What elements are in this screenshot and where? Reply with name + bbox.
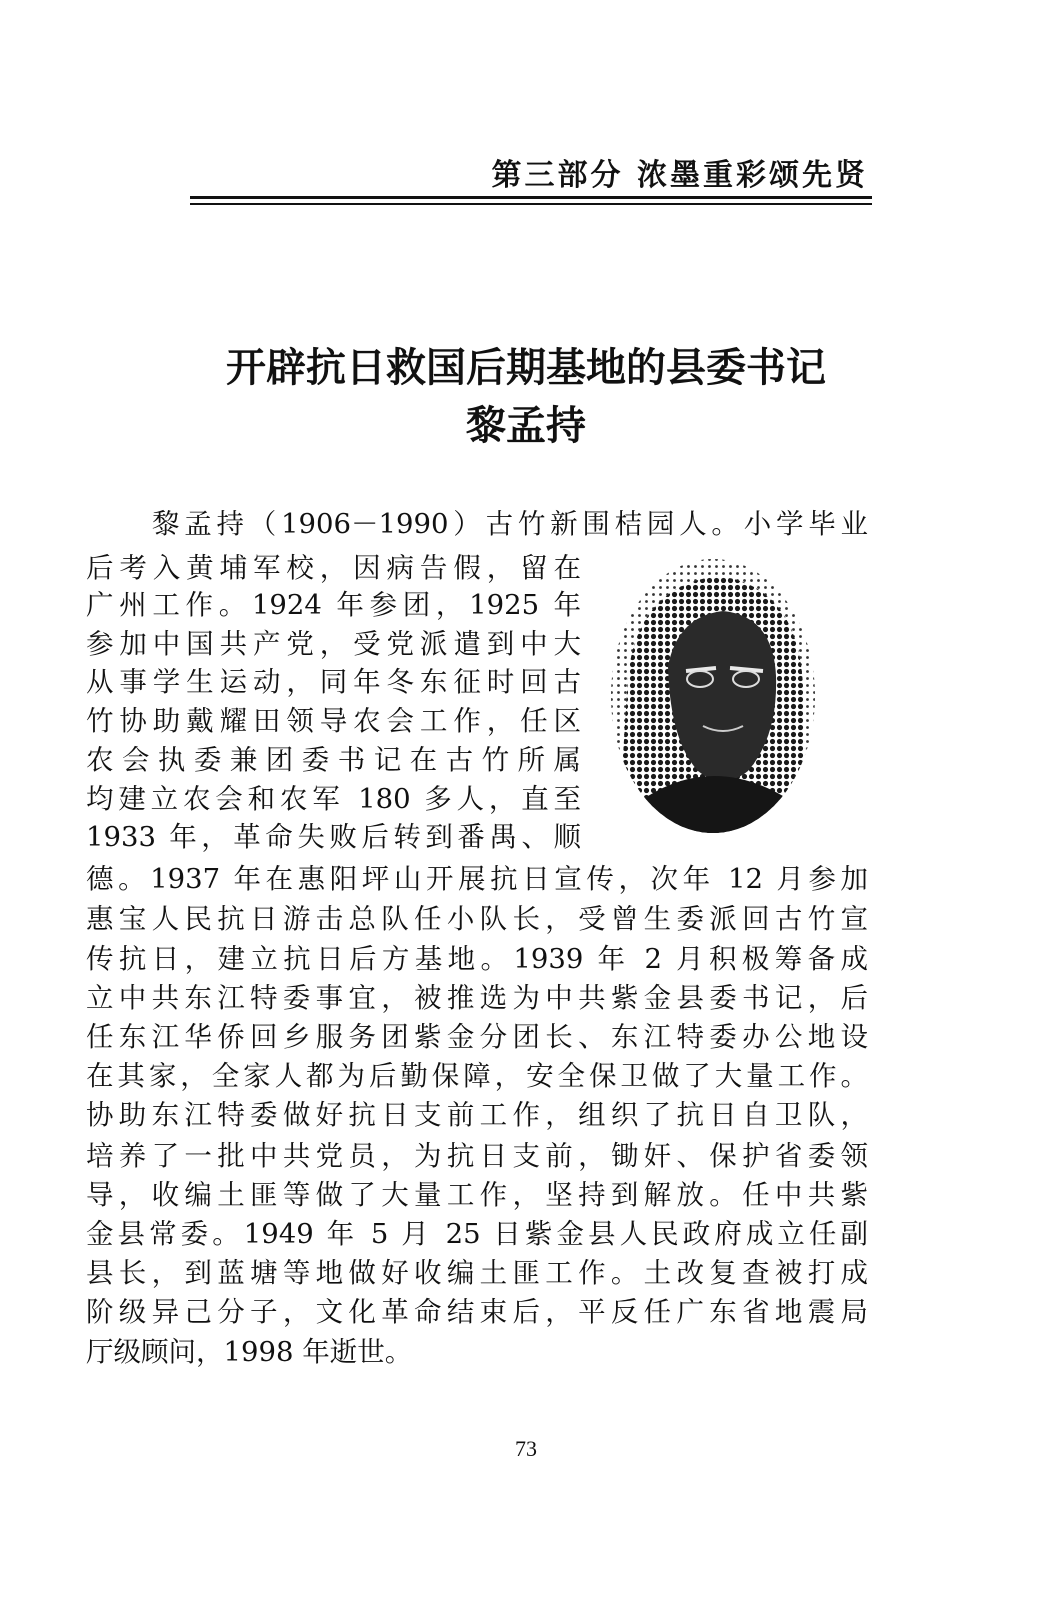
body-line: 竹协助戴耀田领导农会工作，任区 <box>86 705 581 737</box>
body-line: 阶级异己分子，文化革命结束后，平反任广东省地震局 <box>86 1296 868 1328</box>
portrait-photo <box>608 556 818 836</box>
body-line: 厅级顾问，1998 年逝世。 <box>86 1336 413 1368</box>
article-subject-name: 黎孟持 <box>466 402 586 449</box>
body-line: 金县常委。1949 年 5 月 25 日紫金县人民政府成立任副 <box>86 1218 868 1250</box>
body-line: 农会执委兼团委书记在古竹所属 <box>86 744 581 776</box>
page-number: 73 <box>515 1436 537 1461</box>
running-head: 第三部分 浓墨重彩颂先贤 <box>491 158 868 193</box>
body-line: 均建立农会和农军 180 多人，直至 <box>86 783 581 815</box>
article-title: 开辟抗日救国后期基地的县委书记 <box>226 344 826 391</box>
body-line: 从事学生运动，同年冬东征时回古 <box>86 666 581 698</box>
body-line: 导，收编土匪等做了大量工作，坚持到解放。任中共紫 <box>86 1179 868 1211</box>
body-line: 培养了一批中共党员，为抗日支前，锄奸、保护省委领 <box>86 1140 868 1172</box>
body-line: 惠宝人民抗日游击总队任小队长，受曾生委派回古竹宣 <box>86 903 868 935</box>
body-line: 1933 年，革命失败后转到番禺、顺 <box>86 821 581 853</box>
body-line: 参加中国共产党，受党派遣到中大 <box>86 628 581 660</box>
body-line: 立中共东江特委事宜，被推选为中共紫金县委书记，后 <box>86 982 868 1014</box>
header-rule-thin <box>190 203 872 205</box>
header-rule-thick <box>190 196 872 199</box>
body-line: 传抗日，建立抗日后方基地。1939 年 2 月积极筹备成 <box>86 943 868 975</box>
body-line: 后考入黄埔军校，因病告假，留在 <box>86 552 581 584</box>
body-line: 县长，到蓝塘等地做好收编土匪工作。土改复查被打成 <box>86 1257 868 1289</box>
body-line: 在其家，全家人都为后勤保障，安全保卫做了大量工作。 <box>86 1060 868 1092</box>
body-line: 任东江华侨回乡服务团紫金分团长、东江特委办公地设 <box>86 1021 868 1053</box>
body-line: 广州工作。1924 年参团，1925 年 <box>86 589 581 621</box>
body-line: 协助东江特委做好抗日支前工作，组织了抗日自卫队， <box>86 1099 868 1131</box>
portrait-halftone <box>608 556 818 836</box>
body-line: 德。1937 年在惠阳坪山开展抗日宣传，次年 12 月参加 <box>86 863 868 895</box>
body-line: 黎孟持（1906－1990）古竹新围桔园人。小学毕业 <box>152 508 868 540</box>
